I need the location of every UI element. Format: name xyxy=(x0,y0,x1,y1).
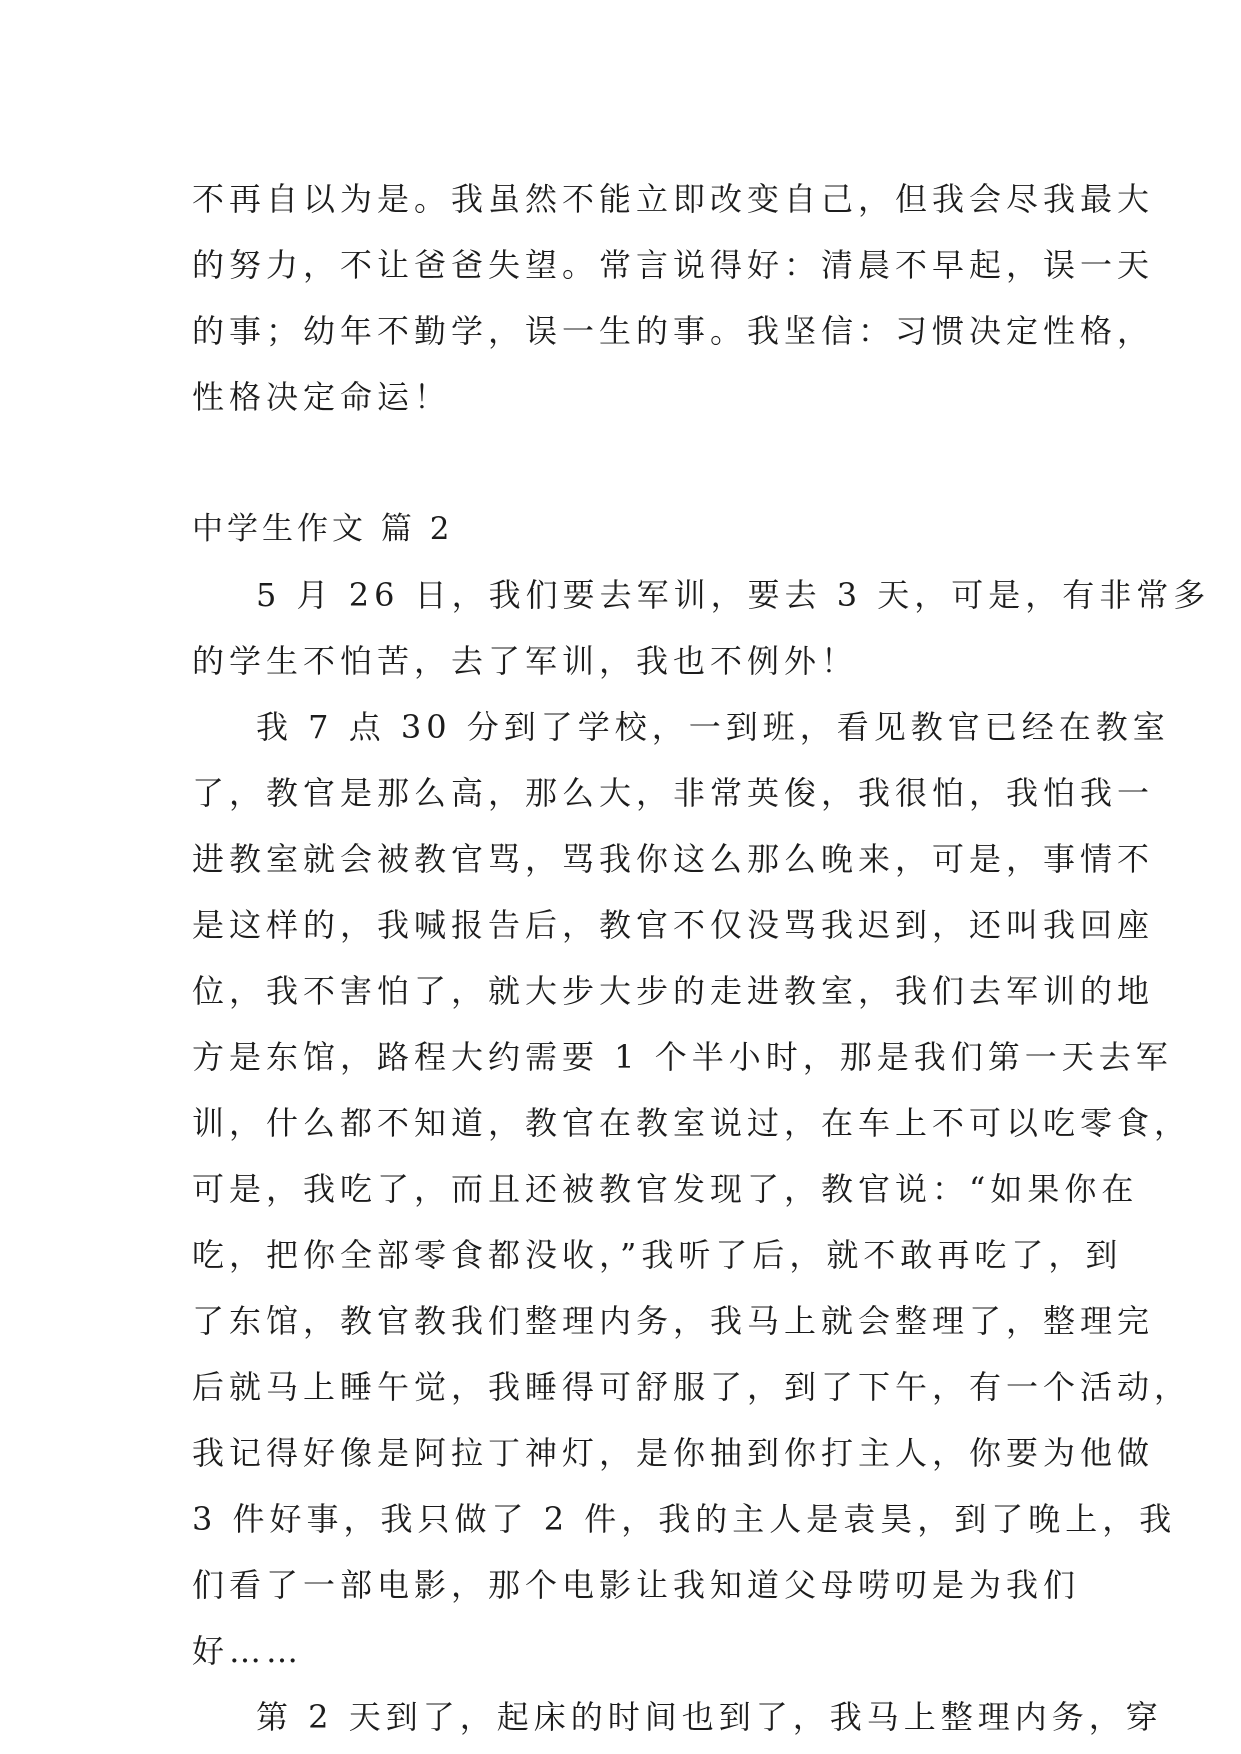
text-line: 的事；幼年不勤学，误一生的事。我坚信：习惯决定性格， xyxy=(192,312,1155,350)
section-heading: 中学生作文 篇 2 xyxy=(192,511,454,547)
document-body xyxy=(192,166,1211,1750)
text-line: 我 7 点 30 分到了学校，一到班，看见教官已经在教室 xyxy=(256,708,1170,746)
text-line: 了东馆，教官教我们整理内务，我马上就会整理了，整理完 xyxy=(192,1302,1155,1340)
text-line: 好…… xyxy=(192,1632,304,1670)
text-line: 的努力，不让爸爸失望。常言说得好：清晨不早起，误一天 xyxy=(192,246,1155,284)
text-line: 性格决定命运！ xyxy=(192,378,452,416)
text-line: 可是，我吃了，而且还被教官发现了，教官说：“如果你在 xyxy=(192,1170,1139,1208)
paragraph-2 xyxy=(192,562,1211,694)
text-line: 们看了一部电影，那个电影让我知道父母唠叨是为我们 xyxy=(192,1566,1081,1604)
text-line: 的学生不怕苦，去了军训，我也不例外！ xyxy=(192,642,859,680)
text-line: 训，什么都不知道，教官在教室说过，在车上不可以吃零食， xyxy=(192,1104,1192,1142)
text-line: 3 件好事，我只做了 2 件，我的主人是袁昊，到了晚上，我 xyxy=(192,1500,1177,1538)
text-line: 后就马上睡午觉，我睡得可舒服了，到了下午，有一个活动， xyxy=(192,1368,1192,1406)
text-line: 不再自以为是。我虽然不能立即改变自己，但我会尽我最大 xyxy=(192,180,1155,218)
paragraph-1 xyxy=(192,166,1155,430)
text-line: 方是东馆，路程大约需要 1 个半小时，那是我们第一天去军 xyxy=(192,1038,1173,1076)
text-line: 吃，把你全部零食都没收，”我听了后，就不敢再吃了，到 xyxy=(192,1236,1123,1274)
paragraph-spacer xyxy=(192,430,1050,496)
paragraph-4 xyxy=(192,1684,1163,1750)
text-line: 我记得好像是阿拉丁神灯，是你抽到你打主人，你要为他做 xyxy=(192,1434,1155,1472)
text-line: 位，我不害怕了，就大步大步的走进教室，我们去军训的地 xyxy=(192,972,1155,1010)
text-line: 进教室就会被教官骂，骂我你这么那么晚来，可是，事情不 xyxy=(192,840,1155,878)
text-line: 了，教官是那么高，那么大，非常英俊，我很怕，我怕我一 xyxy=(192,774,1155,812)
paragraph-3 xyxy=(192,694,1192,1684)
text-line: 5 月 26 日，我们要去军训，要去 3 天，可是，有非常多 xyxy=(256,576,1211,614)
text-line: 第 2 天到了，起床的时间也到了，我马上整理内务，穿 xyxy=(256,1698,1163,1736)
text-line: 是这样的，我喊报告后，教官不仅没骂我迟到，还叫我回座 xyxy=(192,906,1155,944)
